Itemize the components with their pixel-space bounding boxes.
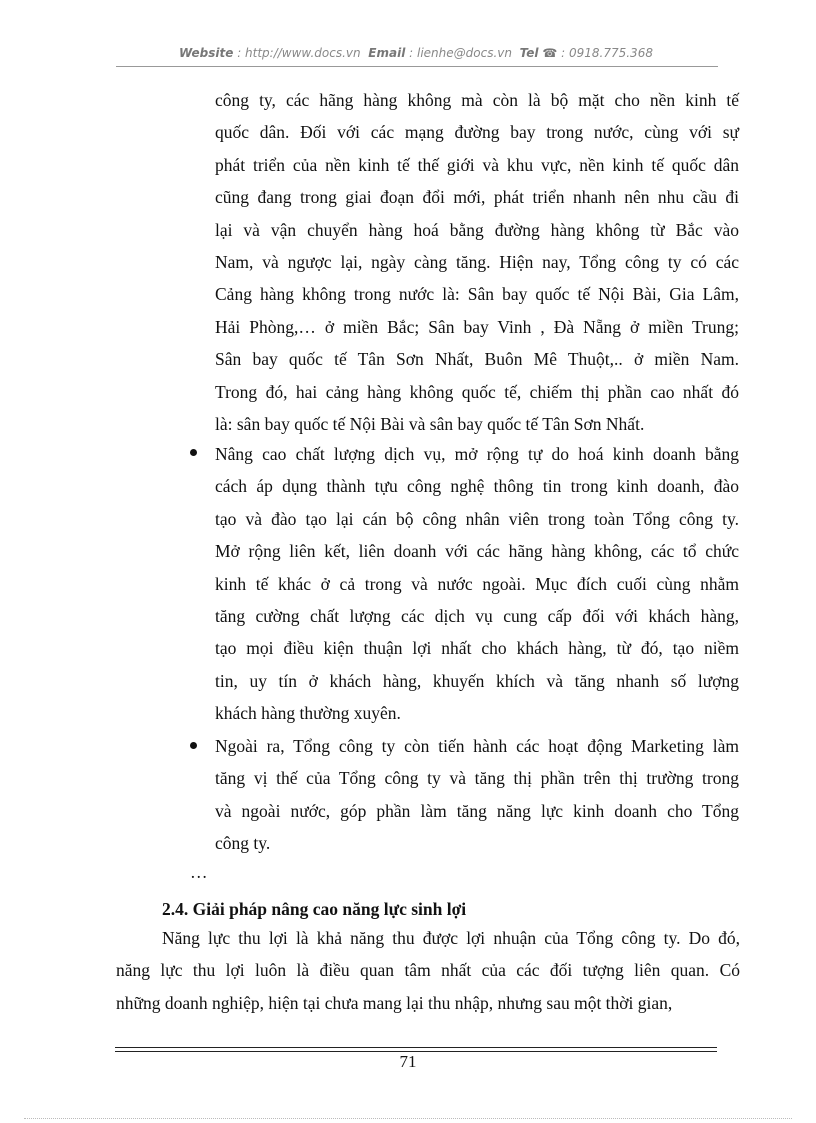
website-label: Website bbox=[179, 46, 234, 60]
tel-value: : 0918.775.368 bbox=[561, 46, 653, 60]
text-line: tạo và đào tạo lại cán bộ công nhân viên trong toàn Tổng công ty. bbox=[215, 508, 739, 529]
phone-icon: ☎ bbox=[542, 46, 558, 60]
text-line: Sân bay quốc tế Tân Sơn Nhất, Buôn Mê Thuột,.. ở miền Nam. bbox=[215, 349, 739, 370]
text-line: lại và vận chuyển hàng hoá bằng đường hàng không từ Bắc vào bbox=[215, 219, 739, 240]
text-line: kinh tế khác ở cả trong và nước ngoài. Mục đích cuối cùng nhằm bbox=[215, 573, 739, 594]
page-header bbox=[116, 46, 716, 60]
text-line: những doanh nghiệp, hiện tại chưa mang lại thu nhập, nhưng sau một thời gian, bbox=[116, 992, 673, 1013]
bullet-1-text bbox=[215, 438, 739, 730]
paragraph-continuation bbox=[215, 84, 739, 440]
text-line: năng lực thu lợi luôn là điều quan tâm nhất của các đối tượng liên quan. Có bbox=[116, 960, 740, 981]
email-value: : lienhe@docs.vn bbox=[409, 46, 512, 60]
text-line: tạo mọi điều kiện thuận lợi nhất cho khách hàng, từ đó, tạo niềm bbox=[215, 638, 739, 659]
text-line: Hải Phòng,… ở miền Bắc; Sân bay Vinh , Đà Nẵng ở miền Trung; bbox=[215, 316, 739, 337]
email-label: Email bbox=[368, 46, 406, 60]
text-line: Mở rộng liên kết, liên doanh với các hãng hàng không, các tổ chức bbox=[215, 541, 739, 562]
text-line: công ty, các hãng hàng không mà còn là bộ mặt cho nền kinh tế bbox=[215, 90, 739, 110]
text-line: cách áp dụng thành tựu công nghệ thông tin trong kinh doanh, đào bbox=[215, 476, 739, 497]
text-line: Năng lực thu lợi là khả năng thu được lợi nhuận của Tổng công ty. Do đó, bbox=[162, 928, 740, 948]
page-number: 71 bbox=[399, 1052, 417, 1071]
text-line: tăng cường chất lượng các dịch vụ cung cấp đối với khách hàng, bbox=[215, 605, 739, 626]
tel-label: Tel bbox=[519, 46, 539, 60]
text-line: cũng đang trong giai đoạn đổi mới, phát triển nhanh nên nhu cầu đi bbox=[215, 187, 739, 208]
ellipsis: … bbox=[190, 862, 208, 882]
text-line: khách hàng thường xuyên. bbox=[215, 703, 401, 724]
text-line: tin, uy tín ở khách hàng, khuyến khích và tăng nhanh số lượng bbox=[215, 670, 739, 691]
text-line: tăng vị thế của Tổng công ty và tăng thị phần trên thị trường trong bbox=[215, 768, 739, 789]
text-line: Nâng cao chất lượng dịch vụ, mở rộng tự do hoá kinh doanh bằng bbox=[215, 444, 739, 464]
bullet-2-text bbox=[215, 730, 739, 860]
text-line: Nam, và ngược lại, ngày càng tăng. Hiện nay, Tổng công ty có các bbox=[215, 251, 739, 272]
footer-rule bbox=[115, 1047, 717, 1048]
header-rule bbox=[116, 66, 718, 67]
text-line: Ngoài ra, Tổng công ty còn tiến hành các hoạt động Marketing làm bbox=[215, 736, 739, 756]
text-line: và ngoài nước, góp phần làm tăng năng lực kinh doanh cho Tổng bbox=[215, 800, 739, 821]
bullet-1-dot bbox=[190, 449, 197, 456]
text-line: Trong đó, hai cảng hàng không quốc tế, chiếm thị phần cao nhất đó bbox=[215, 381, 739, 402]
paragraph-profitability bbox=[116, 922, 740, 1019]
text-line: là: sân bay quốc tế Nội Bài và sân bay quốc tế Tân Sơn Nhất. bbox=[215, 413, 645, 434]
text-line: phát triển của nền kinh tế thế giới và khu vực, nền kinh tế quốc dân bbox=[215, 154, 739, 175]
text-line: công ty. bbox=[215, 833, 271, 854]
page-bottom-border bbox=[24, 1118, 792, 1119]
section-heading: 2.4. Giải pháp nâng cao năng lực sinh lợi bbox=[162, 899, 467, 919]
bullet-2-dot bbox=[190, 742, 197, 749]
website-value: : http://www.docs.vn bbox=[237, 46, 361, 60]
text-line: quốc dân. Đối với các mạng đường bay trong nước, cùng với sự bbox=[215, 122, 739, 143]
text-line: Cảng hàng không trong nước là: Sân bay quốc tế Nội Bài, Gia Lâm, bbox=[215, 284, 739, 305]
